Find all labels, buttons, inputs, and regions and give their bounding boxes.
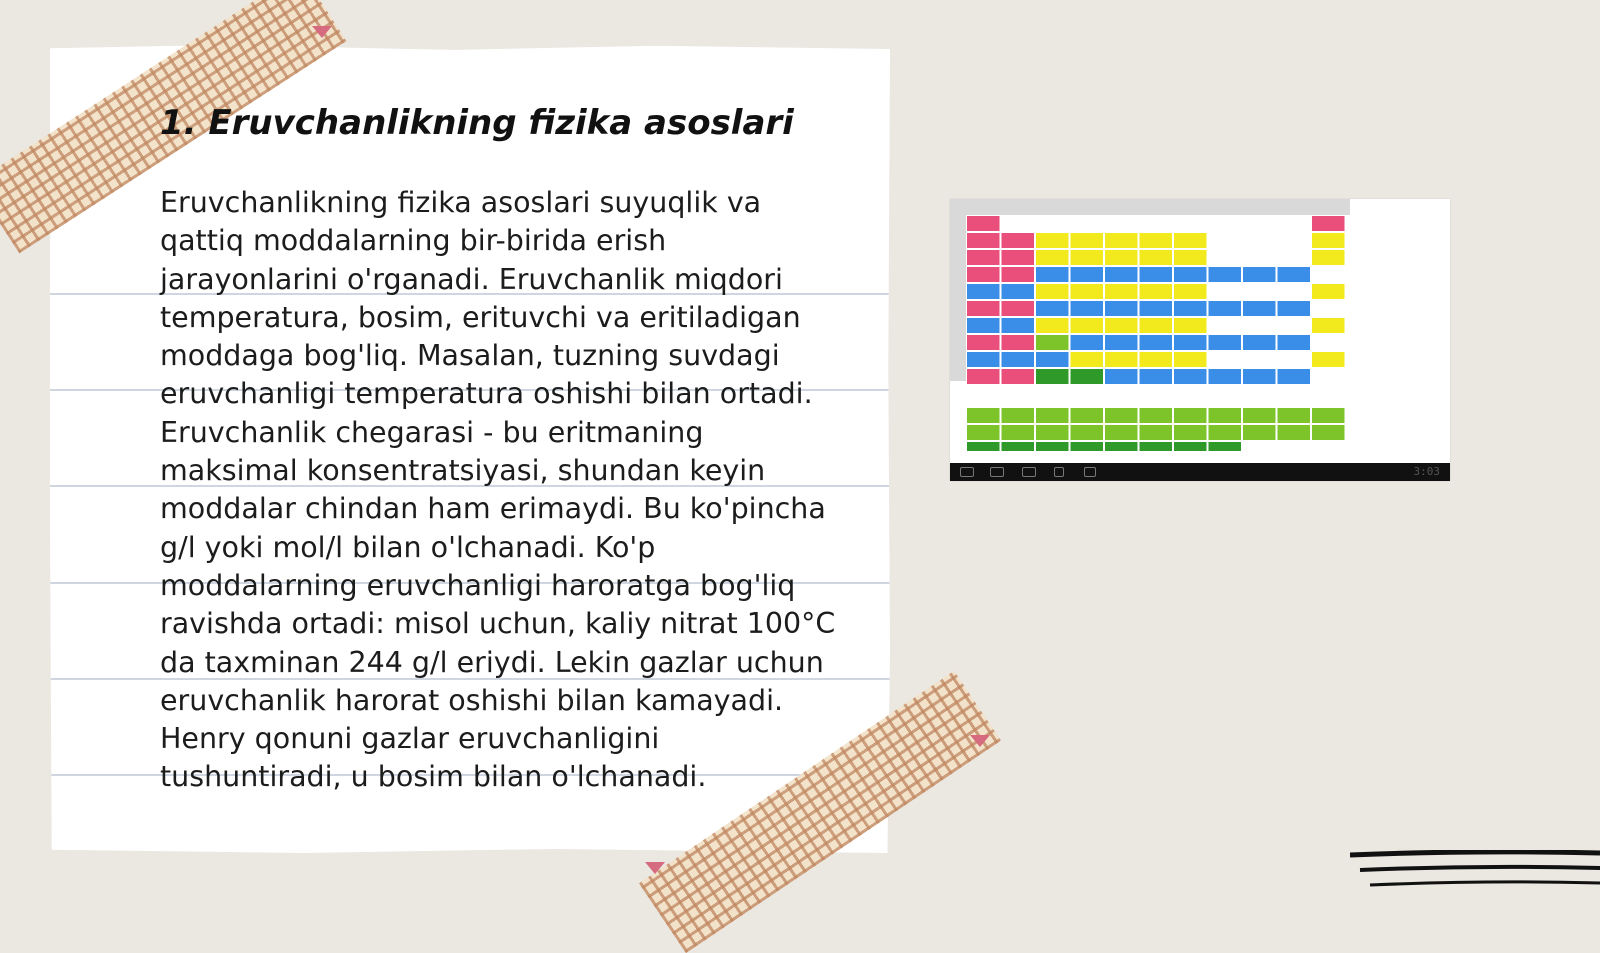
element-cell xyxy=(1209,301,1242,316)
f-block-cell xyxy=(1140,442,1173,451)
element-cell xyxy=(1174,369,1207,384)
volume-down-icon xyxy=(1054,467,1064,477)
element-cell xyxy=(1209,335,1242,350)
element-cell xyxy=(1174,267,1207,282)
element-cell xyxy=(1105,318,1138,333)
element-cell xyxy=(967,318,1000,333)
element-cell xyxy=(1071,369,1104,384)
element-cell xyxy=(1174,250,1207,265)
f-block-cell xyxy=(1140,408,1173,423)
f-block-cell xyxy=(1209,425,1242,440)
f-block-cell xyxy=(1312,425,1345,440)
element-cell xyxy=(1140,318,1173,333)
periodic-table-screenshot xyxy=(950,199,1450,481)
f-block-cell xyxy=(1036,425,1069,440)
element-cell xyxy=(1002,369,1035,384)
element-cell xyxy=(1002,284,1035,299)
tape-corner-pin xyxy=(645,862,665,874)
element-cell xyxy=(1002,250,1035,265)
f-block-cell xyxy=(1243,425,1276,440)
element-cell xyxy=(1174,318,1207,333)
element-cell xyxy=(1105,250,1138,265)
element-cell xyxy=(1140,250,1173,265)
element-cell xyxy=(1174,352,1207,367)
element-cell xyxy=(967,352,1000,367)
f-block-cell xyxy=(1002,425,1035,440)
element-cell xyxy=(1278,301,1311,316)
f-block-cell xyxy=(1278,425,1311,440)
element-cell xyxy=(1036,284,1069,299)
element-cell xyxy=(1071,352,1104,367)
f-block-cell xyxy=(1071,408,1104,423)
slide-title: 1. Eruvchanlikning fizika asoslari xyxy=(160,103,794,143)
element-cell xyxy=(1312,352,1345,367)
recent-apps-icon xyxy=(1022,467,1036,477)
element-cell xyxy=(1278,267,1311,282)
element-cell xyxy=(1243,301,1276,316)
f-block-cell xyxy=(1243,408,1276,423)
element-cell xyxy=(1002,318,1035,333)
element-cell xyxy=(1036,250,1069,265)
element-cell xyxy=(1036,318,1069,333)
element-cell xyxy=(1002,335,1035,350)
f-block-cell xyxy=(1105,425,1138,440)
element-cell xyxy=(1140,267,1173,282)
f-block-cell xyxy=(1071,425,1104,440)
element-cell xyxy=(1036,352,1069,367)
periodic-table-image xyxy=(950,199,1350,451)
tape-corner-pin xyxy=(970,735,990,747)
f-block-cell xyxy=(1209,408,1242,423)
element-cell xyxy=(1105,267,1138,282)
element-cell xyxy=(1140,352,1173,367)
element-cell xyxy=(1036,267,1069,282)
android-status-bar xyxy=(950,463,1450,481)
f-block-cell xyxy=(1071,442,1104,451)
element-cell xyxy=(1002,233,1035,248)
element-cell xyxy=(1071,335,1104,350)
element-cell xyxy=(1174,233,1207,248)
element-cell xyxy=(1140,301,1173,316)
element-cell xyxy=(1105,352,1138,367)
f-block-cell xyxy=(1105,442,1138,451)
f-block-cell xyxy=(1278,408,1311,423)
element-cell xyxy=(1312,318,1345,333)
element-cell xyxy=(1140,284,1173,299)
element-cell xyxy=(967,267,1000,282)
element-cell xyxy=(1002,301,1035,316)
element-cell xyxy=(967,335,1000,350)
f-block-cell xyxy=(1174,425,1207,440)
f-block-cell xyxy=(1105,408,1138,423)
table-row-number-band xyxy=(950,215,966,381)
element-cell xyxy=(1105,335,1138,350)
element-cell xyxy=(967,284,1000,299)
home-icon xyxy=(990,467,1004,477)
element-cell xyxy=(1174,284,1207,299)
element-cell xyxy=(1278,369,1311,384)
f-block-cell xyxy=(967,425,1000,440)
volume-up-icon xyxy=(1084,467,1096,477)
element-cell xyxy=(1278,335,1311,350)
element-cell xyxy=(967,216,1000,231)
element-cell xyxy=(1071,250,1104,265)
element-cell xyxy=(1209,369,1242,384)
element-cell xyxy=(1174,335,1207,350)
element-cell xyxy=(1243,267,1276,282)
f-block-cell xyxy=(1140,425,1173,440)
element-cell xyxy=(1140,233,1173,248)
element-cell xyxy=(1105,369,1138,384)
element-cell xyxy=(1036,335,1069,350)
element-cell xyxy=(1036,301,1069,316)
element-cell xyxy=(1140,335,1173,350)
element-cell xyxy=(967,250,1000,265)
status-time: 3:03 xyxy=(1413,465,1440,478)
f-block-cell xyxy=(1036,442,1069,451)
f-block-cell xyxy=(1312,408,1345,423)
f-block-cell xyxy=(1002,442,1035,451)
f-block-cell xyxy=(967,442,1000,451)
element-cell xyxy=(1105,284,1138,299)
decorative-brush-strokes xyxy=(1350,850,1600,900)
f-block-cell xyxy=(1036,408,1069,423)
element-cell xyxy=(1243,335,1276,350)
table-header-band xyxy=(950,199,1350,215)
element-cell xyxy=(967,233,1000,248)
element-cell xyxy=(1002,267,1035,282)
element-cell xyxy=(1174,301,1207,316)
element-cell xyxy=(1209,267,1242,282)
element-cell xyxy=(1140,369,1173,384)
element-cell xyxy=(967,369,1000,384)
element-cell xyxy=(1002,352,1035,367)
element-cell xyxy=(1243,369,1276,384)
element-cell xyxy=(1312,284,1345,299)
element-cell xyxy=(1105,301,1138,316)
slide-body-text: Eruvchanlikning fizika asoslari suyuqlik va qattiq moddalarning bir-birida erish jarayonlarini o'rganadi. Eruvchanlik miqdori temperatura, bosim, erituvchi va eritiladigan moddaga bog'liq. Masalan, tuzning suvdagi eruvchanligi temperatura oshishi bilan ortadi. Eruvchanlik chegarasi - bu eritmaning maksimal konsentratsiyasi, shundan keyin moddalar chindan ham erimaydi. Bu ko'pincha g/l yoki mol/l bilan o'lchanadi. Ko'p moddalarning eruvchanligi haroratga bog'liq ravishda ortadi: misol uchun, kaliy nitrat 100°C da taxminan 244 g/l eriydi. Lekin gazlar uchun eruvchanlik harorat oshishi bilan kamayadi. Henry qonuni gazlar eruvchanligini tushuntiradi, u bosim bilan o'lchanadi. xyxy=(160,186,836,794)
element-cell xyxy=(1071,301,1104,316)
f-block-cell xyxy=(967,408,1000,423)
back-icon xyxy=(960,467,974,477)
element-cell xyxy=(1312,216,1345,231)
element-cell xyxy=(967,301,1000,316)
f-block-cell xyxy=(1174,408,1207,423)
element-cell xyxy=(1036,369,1069,384)
f-block-cell xyxy=(1174,442,1207,451)
f-block-cell xyxy=(1209,442,1242,451)
element-cell xyxy=(1312,233,1345,248)
element-cell xyxy=(1071,267,1104,282)
element-cell xyxy=(1312,250,1345,265)
f-block-cell xyxy=(1002,408,1035,423)
tape-corner-pin xyxy=(312,26,332,38)
element-cell xyxy=(1105,233,1138,248)
element-cell xyxy=(1071,284,1104,299)
element-cell xyxy=(1071,318,1104,333)
element-cell xyxy=(1071,233,1104,248)
element-cell xyxy=(1036,233,1069,248)
